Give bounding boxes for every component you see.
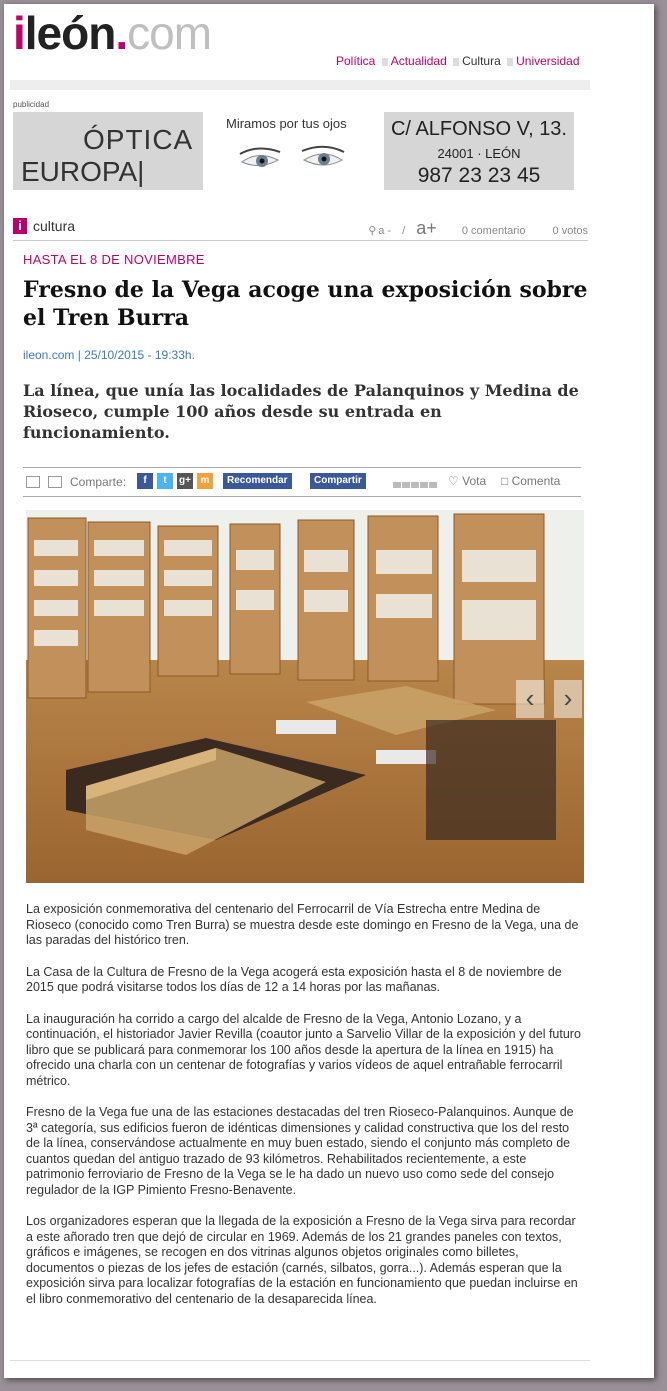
- info-icon: i: [13, 218, 27, 234]
- share-bar: [23, 467, 581, 497]
- chevron-right-icon[interactable]: ›: [554, 680, 582, 718]
- font-size-separator: /: [402, 225, 406, 237]
- compartir-button[interactable]: Compartir: [310, 473, 366, 489]
- paragraph: La inauguración ha corrido a cargo del alcalde de Fresno de la Vega, Antonio Lozano, y a continuación, el historiador Javier Revilla (coautor junto a Sarvelio Villar de la exposición y del futuro libro que se publicará para conmemorar los 100 años desde la apertura de la línea en 1915) ha ofrecido una charla con un centenar de fotografías y varios vídeos de aquel entrañable ferrocarril métrico.: [26, 1011, 581, 1088]
- ad-optica-europa[interactable]: [13, 112, 203, 190]
- facebook-icon[interactable]: f: [137, 473, 153, 489]
- vote-label: Vota: [462, 474, 487, 488]
- ad-address[interactable]: [384, 112, 574, 190]
- comment-button[interactable]: [501, 474, 560, 488]
- font-increase-button[interactable]: a+: [416, 218, 437, 238]
- email-icon[interactable]: [48, 476, 62, 488]
- ad-tagline: Miramos por tus ojos: [226, 116, 347, 131]
- speech-bubble-icon: □: [501, 474, 509, 488]
- section-bar: [13, 216, 588, 241]
- exhibition-photo: [26, 510, 584, 883]
- ad-address-phone: 987 23 23 45: [417, 164, 541, 187]
- top-nav: [336, 54, 583, 68]
- nav-universidad[interactable]: Universidad: [516, 54, 580, 68]
- logo-i: i: [13, 7, 25, 59]
- comment-label: Comenta: [511, 474, 561, 488]
- header-divider: [10, 80, 590, 90]
- nav-actualidad[interactable]: Actualidad: [390, 54, 447, 68]
- logo-com: com: [127, 7, 212, 59]
- print-icon[interactable]: [26, 476, 40, 488]
- nav-separator: [453, 58, 459, 66]
- logo-leon: león: [24, 7, 116, 59]
- article-photo[interactable]: [26, 510, 584, 883]
- article-tools: [360, 218, 588, 239]
- page-frame: [4, 4, 654, 1378]
- paragraph: Fresno de la Vega fue una de las estaciones destacadas del tren Rioseco-Palanquinos. Aunque de 3ª categoría, sus edificios fueron de idénticas dimensiones y calidad constructiva que los del resto de la línea, conservándose actualmente en muy buen estado, siendo el conjunto más completo de cuantos quedan del antiguo trazado de 93 kilómetros. Rehabilitados recientemente, a este patrimonio ferroviario de Fresno de la Vega se le ha dado un nuevo uso como sede del consejo regulador de la IGP Pimiento Fresno-Benavente.: [26, 1105, 574, 1197]
- ad-eyes[interactable]: [218, 112, 363, 190]
- recomendar-button[interactable]: Recomendar: [223, 473, 292, 489]
- heart-icon: ♡: [448, 474, 459, 488]
- article-kicker: HASTA EL 8 DE NOVIEMBRE: [23, 252, 205, 267]
- font-decrease-button[interactable]: a -: [378, 225, 392, 237]
- article-title: Fresno de la Vega acoge una exposición sobre el Tren Burra: [23, 277, 588, 331]
- vote-count: 0 votos: [552, 225, 588, 237]
- ad-address-line1: C/ ALFONSO V, 13.: [390, 118, 567, 140]
- paragraph: La exposición conmemorativa del centenario del Ferrocarril de Vía Estrecha entre Medina de Rioseco (conocido como Tren Burra) se muestra desde este domingo en Fresno de la Vega, una de las paradas del histórico tren.: [26, 902, 579, 947]
- meneame-icon[interactable]: m: [197, 473, 213, 489]
- twitter-icon[interactable]: t: [157, 473, 173, 489]
- chevron-left-icon[interactable]: ‹: [516, 680, 544, 718]
- ad-optica-line1: ÓPTICA: [83, 124, 194, 155]
- bottom-divider: [10, 1360, 590, 1361]
- paragraph: Los organizadores esperan que la llegada de la exposición a Fresno de la Vega sirva para recordar a este añorado tren que dejó de circular en 1969. Además de los 21 grandes paneles con textos, gráficos e imágenes, se recogen en dos vitrinas algunos objetos originales como billetes, documentos o piezas de los jefes de estación (carnés, silbatos, gorra...). Además esperan que la exposición sirva para localizar fotografías de la estación en funcionamiento que puedan incluirse en el libro conmemorativo del centenario de la desaparecida línea.: [26, 1214, 578, 1306]
- zoom-icon: ⚲: [368, 225, 377, 237]
- article-body: [26, 902, 586, 1323]
- nav-separator: [382, 58, 388, 66]
- share-label: Comparte:: [70, 475, 127, 489]
- site-logo[interactable]: [13, 7, 212, 59]
- ad-address-line2: 24001 · LEÓN: [437, 146, 521, 161]
- article-meta: ileon.com | 25/10/2015 - 19:33h.: [23, 348, 195, 362]
- nav-separator: [507, 58, 513, 66]
- eyes-image: [238, 142, 348, 180]
- rating-stars[interactable]: [393, 477, 438, 491]
- googleplus-icon[interactable]: g+: [177, 473, 193, 489]
- comment-count[interactable]: 0 comentario: [461, 225, 526, 237]
- logo-dot: .: [115, 7, 128, 59]
- nav-politica[interactable]: Política: [336, 54, 376, 68]
- vote-button[interactable]: [448, 474, 486, 488]
- nav-cultura[interactable]: Cultura: [462, 54, 501, 68]
- section-name[interactable]: cultura: [33, 218, 76, 234]
- article-lead: La línea, que unía las localidades de Palanquinos y Medina de Rioseco, cumple 100 años desde su entrada en funcionamiento.: [23, 381, 579, 442]
- paragraph: La Casa de la Cultura de Fresno de la Vega acogerá esta exposición hasta el 8 de noviembre de 2015 que podrá visitarse todos los días de 12 a 14 horas por las mañanas.: [26, 964, 562, 994]
- ad-optica-line2: EUROPA|: [21, 156, 145, 187]
- ad-label: publicidad: [13, 100, 50, 109]
